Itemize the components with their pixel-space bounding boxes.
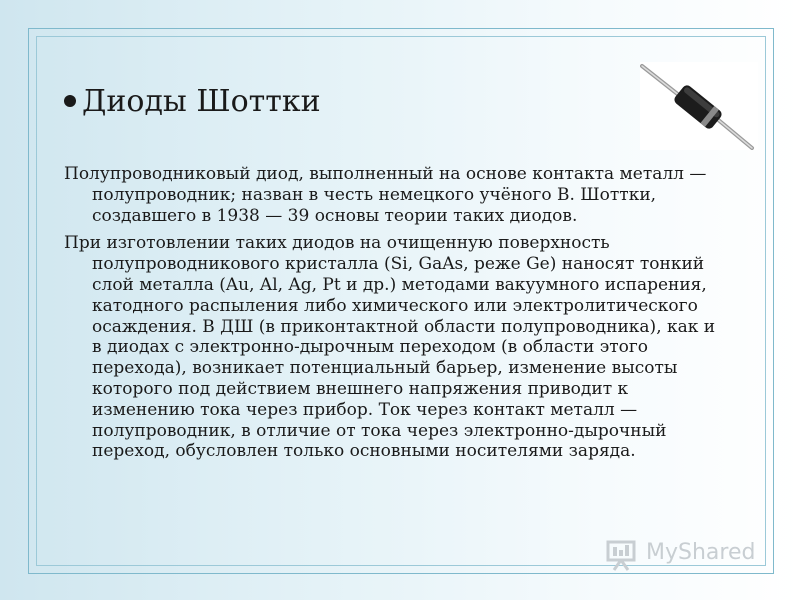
watermark-text: MyShared bbox=[646, 540, 756, 565]
watermark bbox=[604, 536, 764, 572]
paragraph-definition: Полупроводниковый диод, выполненный на основе контакта металл — полупроводник; назван в честь немецкого учёного В. Шоттки, создавшего в 1938 — 39 основы теории таких диодов. bbox=[64, 164, 707, 226]
title-bullet-icon bbox=[64, 95, 76, 107]
diode-image bbox=[640, 62, 758, 150]
slide-body bbox=[64, 164, 724, 469]
slide-title-text: Диоды Шоттки bbox=[82, 84, 321, 119]
paragraph-manufacturing: При изготовлении таких диодов на очищенную поверхность полупроводникового кристалла (Si, GaAs, реже Ge) наносят тонкий слой металла (Au, Al, Ag, Pt и др.) методами вакуумного испарения, катодного распыления либо химического или электролитического осаждения. В ДШ (в приконтактной области полупроводника), как и в диодах с электронно-дырочным переходом (в области этого перехода), возникает потенциальный барьер, изменение высоты которого под действием внешнего напряжения приводит к изменению тока через прибор. Ток через контакт металл — полупроводник, в отличие от тока через электронно-дырочный переход, обусловлен только основными носителями заряда. bbox=[64, 233, 716, 462]
presentation-board-icon bbox=[604, 536, 644, 572]
slide-title bbox=[64, 84, 321, 119]
diode-icon bbox=[640, 62, 758, 150]
